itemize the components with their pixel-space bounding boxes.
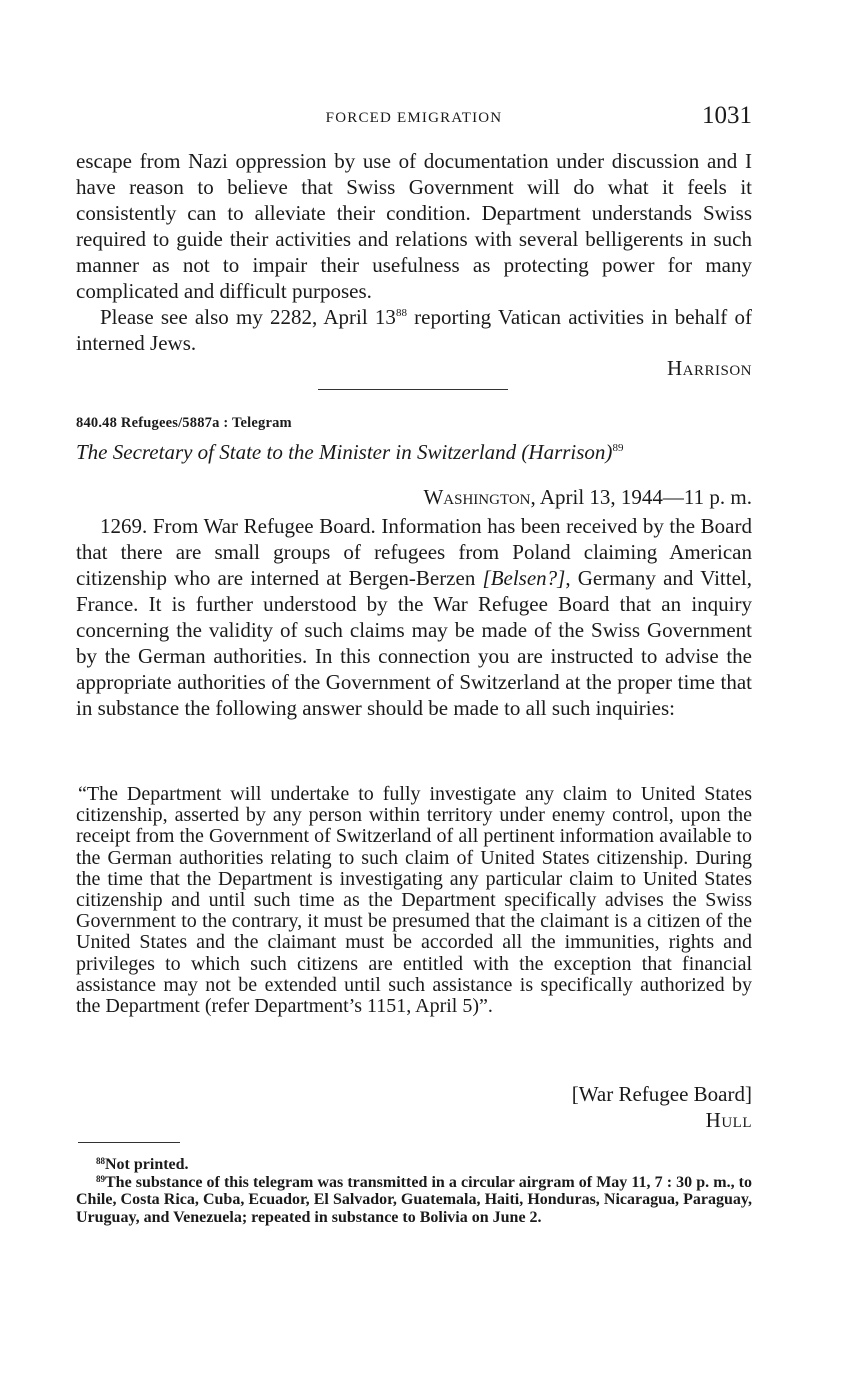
footnote-rule (78, 1142, 180, 1143)
signature-harrison: Harrison (666, 356, 752, 380)
running-head (76, 102, 752, 136)
footnote-88 (76, 1156, 752, 1174)
document-heading (76, 440, 752, 465)
page-number: 1031 (702, 102, 752, 129)
body-paragraph (76, 513, 752, 721)
footnote-text: The substance of this telegram was transmitted in a circular airgram of May 11, 7 : 30 p. m., to Chile, Costa Rica, Cuba, Ecuador, El Salvador, Guatemala, Haiti, Honduras, Nicaragua, Paraguay, Uruguay, and Venezuela; repeated in substance to Bolivia on June 2. (76, 1173, 752, 1226)
body-text-b: , Germany and Vittel, France. It is further understood by the War Refugee Board that an inquiry concerning the validity of such claims may be made of the Swiss Government by the German authorities. In this connection you are instructed to advise the appropriate authorities of the Government of Switzerland at the proper time that in substance the following answer should be made to all such inquiries: (76, 566, 753, 720)
footnote-number: 89 (96, 1173, 105, 1184)
quoted-answer: “The Department will undertake to fully investigate any claim to United States citizenship, asserted by any person within territory under enemy control, upon the receipt from the Government of Switzerland of all pertinent information available to the German authorities relating to such claim of United States citizenship. During the time that the Department is investigating any particular claim to United States citizenship and until such time as the Department specifically advises the Swiss Government to the contrary, it must be presumed that the claimant is a citizen of the United States and the claimant must be accorded all the immunities, rights and privileges to which such citizens are entitled with the exception that financial assistance may not be extended until such assistance is specifically authorized by the Department (refer Department’s 1151, April 5)”. (76, 783, 752, 1018)
body-bracket-note: [Belsen?] (482, 566, 566, 590)
paragraph-2-text-a: Please see also my 2282, April 13 (100, 305, 396, 329)
continued-paragraph: escape from Nazi oppression by use of documentation under discussion and I have reason to believe that Swiss Government will do what it feels it consistently can to alleviate their condition. Department understands Swiss required to guide their activities and relations with several belligerents in such manner as not to impair their usefulness as protecting power for many complicated and difficult purposes. (76, 149, 752, 303)
footnote-89 (76, 1174, 752, 1227)
footnote-number: 88 (96, 1156, 105, 1166)
continued-paragraph-2 (76, 304, 752, 356)
footnotes (76, 1156, 752, 1226)
file-reference: 840.48 Refugees/5887a : Telegram (76, 415, 292, 431)
dateline-date: , April 13, 1944—11 p. m. (530, 485, 752, 509)
running-title: FORCED EMIGRATION (325, 110, 503, 126)
body-text-a: 1269. From War Refugee Board. Information has been received by the Board that there are small groups of refugees from Poland claiming American citizenship who are interned at Bergen-Berzen (76, 514, 752, 590)
paragraph-2-text-b: reporting Vatican activities in behalf of interned Jews. (76, 305, 752, 355)
heading-text: The Secretary of State to the Minister in Switzerland (Harrison) (76, 440, 613, 464)
footnote-text: Not printed. (105, 1156, 189, 1173)
section-divider (318, 389, 508, 390)
signature-hull: Hull (705, 1108, 752, 1132)
signature-board: [War Refugee Board] (571, 1082, 752, 1106)
footnote-ref-89: 89 (612, 442, 624, 454)
dateline-place: Washington (423, 485, 531, 509)
dateline (423, 485, 752, 510)
footnote-ref-88: 88 (395, 307, 407, 319)
